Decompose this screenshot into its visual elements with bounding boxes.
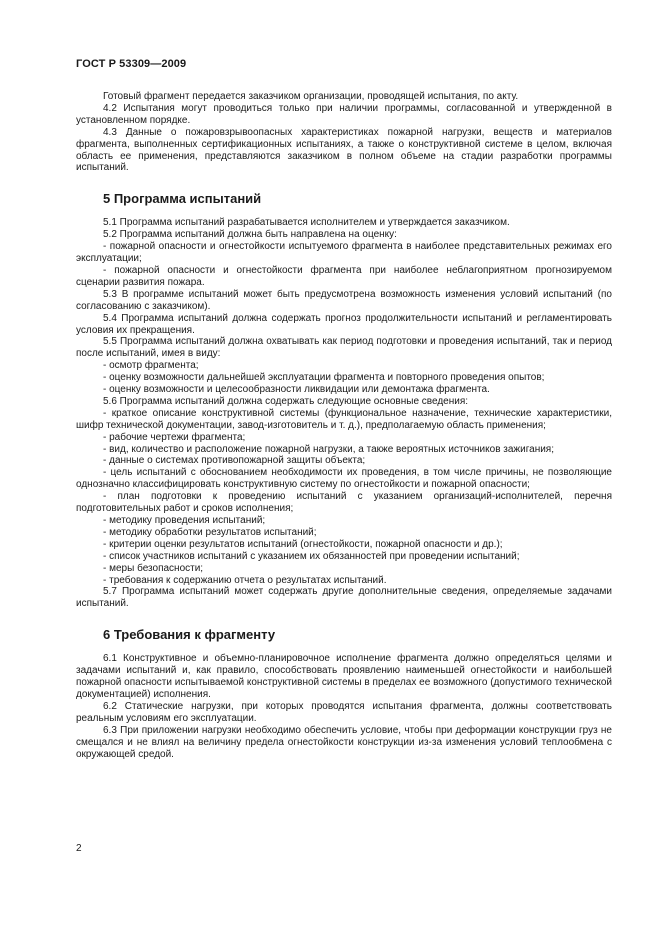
list-item: - методику обработки результатов испытаний;: [103, 526, 317, 538]
list-item: - требования к содержанию отчета о результатах испытаний.: [103, 574, 387, 586]
list-item: - оценку возможности дальнейшей эксплуатации фрагмента и повторного проведения опытов;: [103, 372, 545, 384]
list-item: - краткое описание конструктивной системы (функциональное назначение, технические характеристики, шифр технической документации, завод-изготовитель и т. д.), предполагаемую область применения;: [76, 407, 612, 431]
document-header: ГОСТ Р 53309—2009: [76, 58, 187, 70]
paragraph: 5.2 Программа испытаний должна быть направлена на оценку:: [103, 229, 397, 241]
paragraph: 5.7 Программа испытаний может содержать другие дополнительные сведения, определяемые задачами испытаний.: [76, 586, 612, 610]
list-item: - оценку возможности и целесообразности ликвидации или демонтажа фрагмента.: [103, 384, 490, 396]
list-item: - методику проведения испытаний;: [103, 515, 266, 526]
paragraph: 4.2 Испытания могут проводиться только при наличии программы, согласованной и утвержденной в установленном порядке.: [76, 102, 612, 126]
paragraph: 5.1 Программа испытаний разрабатывается исполнителем и утверждается заказчиком.: [103, 217, 510, 229]
paragraph: 5.4 Программа испытаний должна содержать прогноз продолжительности испытаний и регламентировать условия их прекращения.: [76, 312, 612, 336]
paragraph: Готовый фрагмент передается заказчиком организации, проводящей испытания, по акту.: [103, 91, 519, 102]
list-item: - план подготовки к проведению испытаний с указанием организаций-исполнителей, перечня подготовительных работ и сроков исполнения;: [76, 491, 612, 515]
page-content: [76, 91, 612, 760]
list-item: - вид, количество и расположение пожарной нагрузки, а также вероятных источников зажигания;: [103, 443, 554, 455]
page-number: 2: [76, 843, 82, 854]
list-item: - пожарной опасности и огнестойкости фрагмента при наиболее неблагоприятном прогнозируемом сценарии развития пожара.: [76, 264, 612, 288]
paragraph: 6.3 При приложении нагрузки необходимо обеспечить условие, чтобы при деформации конструкции груз не смещался и не влиял на величину предела огнестойкости конструкции из-за изменения условий теплообмена с окружающей средой.: [76, 724, 612, 760]
list-item: - меры безопасности;: [103, 562, 204, 574]
list-item: - данные о системах противопожарной защиты объекта;: [103, 455, 366, 467]
list-item: - пожарной опасности и огнестойкости испытуемого фрагмента в наиболее представительных режимах его эксплуатации;: [76, 241, 612, 265]
paragraph: 6.2 Статические нагрузки, при которых проводятся испытания фрагмента, должны соответствовать реальным условиям его эксплуатации.: [76, 700, 612, 724]
list-item: - рабочие чертежи фрагмента;: [103, 431, 246, 443]
list-item: - список участников испытаний с указанием их обязанностей при проведении испытаний;: [103, 550, 520, 562]
section-5-heading: 5 Программа испытаний: [103, 191, 262, 207]
paragraph: 6.1 Конструктивное и объемно-планировочное исполнение фрагмента должно определяться целями и задачами испытаний и, как правило, способствовать проявлению наименьшей огнестойкости и наибольшей пожарной опасности испытываемой конструктивной системы в пределах ее возможного (допустимого технической документацией) исполнения.: [76, 653, 612, 700]
paragraph: 4.3 Данные о пожаровзрывоопасных характеристиках пожарной нагрузки, веществ и материалов фрагмента, выполненных сертификационных испытаниях, а также о конструктивной системе в целом, включая область ее применения, представляются заказчиком в полном объеме на стадии разработки программы испытаний.: [76, 126, 612, 174]
list-item: - критерии оценки результатов испытаний (огнестойкости, пожарной опасности и др.);: [103, 538, 503, 550]
paragraph: 5.3 В программе испытаний может быть предусмотрена возможность изменения условий испытаний (по согласованию с заказчиком).: [76, 288, 612, 312]
paragraph: 5.6 Программа испытаний должна содержать следующие основные сведения:: [103, 395, 469, 407]
list-item: - цель испытаний с обоснованием необходимости их проведения, в том числе причины, не позволяющие однозначно классифицировать конструктивную систему по огнестойкости и пожарной опасности;: [76, 467, 612, 491]
section-6-heading: 6 Требования к фрагменту: [103, 627, 276, 643]
list-item: - осмотр фрагмента;: [103, 360, 199, 372]
paragraph: 5.5 Программа испытаний должна охватывать как период подготовки и проведения испытаний, так и период после испытаний, имея в виду:: [76, 336, 612, 360]
